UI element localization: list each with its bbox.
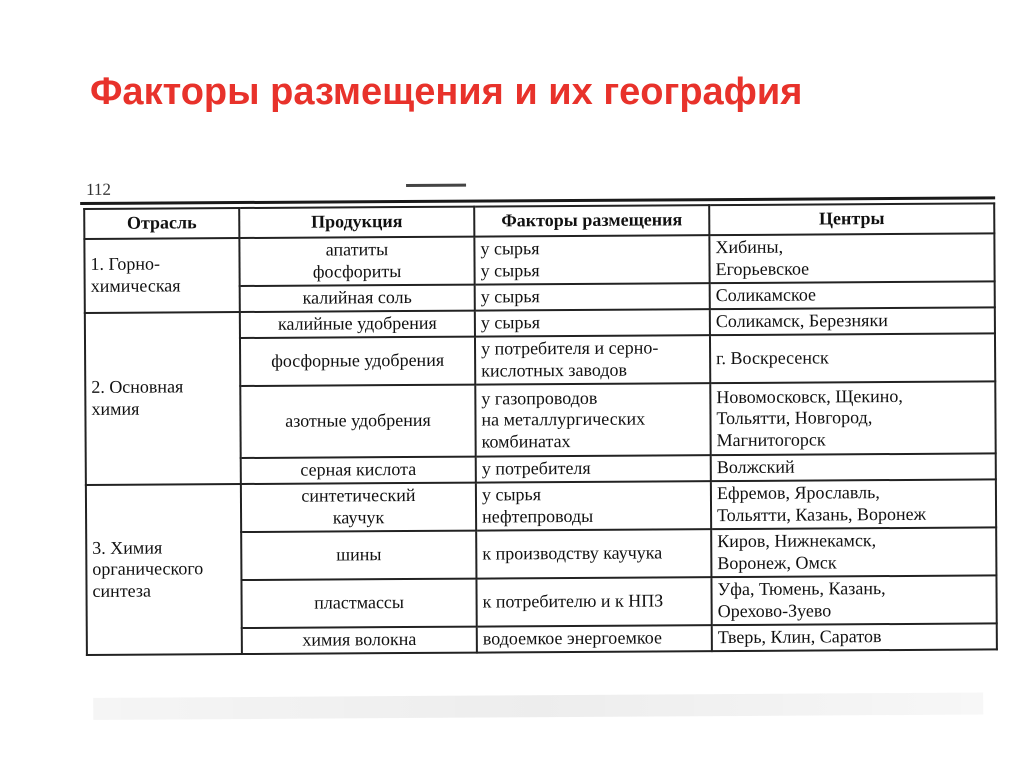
centers-cell [710,381,995,455]
factor-line: комбинатах [481,430,571,452]
branch-cell [86,484,242,655]
branch-line: химическая [90,275,181,296]
slide-title: Факторы размещения и их география [90,71,803,113]
centers-cell [711,453,996,481]
running-head-mark [406,184,466,187]
factor-line: к потребителю и к НПЗ [482,590,664,612]
branch-line: синтеза [92,580,152,601]
centers-line: г. Воскресенск [716,347,829,369]
factor-line: у сырья [480,260,540,281]
branch-line: 3. Химия [92,537,163,558]
factor-cell [476,529,711,578]
centers-line: Магнитогорск [716,429,826,450]
factor-cell [476,455,711,482]
chemistry-industry-table [83,202,998,656]
factor-line: к производству каучука [482,542,663,564]
centers-cell [709,233,994,283]
factor-line: кислотных заводов [481,359,628,381]
product-cell [240,337,475,386]
product-line: калийные удобрения [277,313,437,334]
centers-line: Уфа, Тюмень, Казань, [717,578,886,600]
table-row [84,233,994,287]
centers-line: Киров, Нижнекамск, [717,530,877,552]
table-row [86,479,996,533]
product-line: пластмассы [314,592,405,613]
factor-line: нефтепроводы [482,505,594,527]
product-cell [242,627,477,654]
factor-line: водоемкое энергоемкое [482,627,662,649]
product-line: апатиты [325,239,389,260]
factor-cell [475,283,710,310]
factor-line: у сырья [480,312,541,333]
header-product: Продукция [239,207,474,238]
branch-line: органического [92,558,204,580]
product-cell [240,285,475,312]
factor-cell [475,383,710,456]
product-line: каучук [332,507,385,528]
page-number: 112 [86,179,112,199]
product-line: азотные удобрения [285,410,431,431]
factor-line: у сырья [481,484,542,505]
factor-line: у сырья [480,238,540,259]
factor-cell [475,309,710,336]
header-factors: Факторы размещения [474,205,709,236]
product-line: фосфорные удобрения [271,349,445,372]
header-centers: Центры [709,203,994,235]
product-line: серная кислота [300,459,417,480]
centers-line: Хибины, [715,237,784,258]
product-cell [239,237,474,286]
centers-line: Тольятти, Казань, Воронеж [717,503,927,526]
product-line: синтетический [301,485,416,507]
centers-line: Новомосковск, Щекино, [716,385,903,407]
product-cell [241,483,476,532]
centers-cell [711,527,996,577]
product-cell [241,457,476,484]
factor-line: у потребителя [481,458,591,479]
factor-line: у газопроводов [481,387,598,409]
centers-cell [711,575,996,625]
factor-cell [476,577,711,626]
factor-cell [475,335,710,384]
centers-line: Ефремов, Ярославль, [716,482,880,504]
factor-line: у потребителя и серно- [480,337,659,359]
centers-line: Воронеж, Омск [717,552,837,574]
centers-line: Тверь, Клин, Саратов [717,626,882,648]
scan-bottom-smudge [93,692,983,719]
product-line: химия волокна [302,629,417,650]
factor-cell [476,481,711,530]
branch-cell [84,238,239,313]
factor-cell [474,235,709,284]
centers-line: Тольятти, Новгород, [716,407,873,429]
factor-cell [477,625,712,652]
centers-line: Орехово-Зуево [717,600,832,622]
centers-line: Соликамск, Березняки [715,310,888,332]
centers-cell [712,623,997,651]
centers-line: Соликамское [715,284,817,306]
factor-line: на металлургических [481,408,646,430]
product-cell [240,311,475,338]
centers-line: Волжский [716,456,795,478]
branch-line: 1. Горно- [90,253,161,275]
centers-cell [710,307,995,335]
product-line: шины [336,544,382,565]
product-cell [241,531,476,580]
product-line: фосфориты [312,261,402,282]
centers-cell [710,281,995,309]
branch-line: 2. Основная [91,376,184,398]
centers-line: Егорьевское [715,258,810,280]
branch-line: химия [91,398,140,419]
centers-cell [710,333,995,383]
product-cell [240,385,475,458]
branch-cell [85,312,241,485]
product-line: калийная соль [302,287,412,308]
factor-line: у сырья [480,286,540,307]
product-cell [241,579,476,628]
scanned-table-page [80,172,1013,733]
header-branch: Отрасль [84,208,239,239]
centers-cell [711,479,996,529]
